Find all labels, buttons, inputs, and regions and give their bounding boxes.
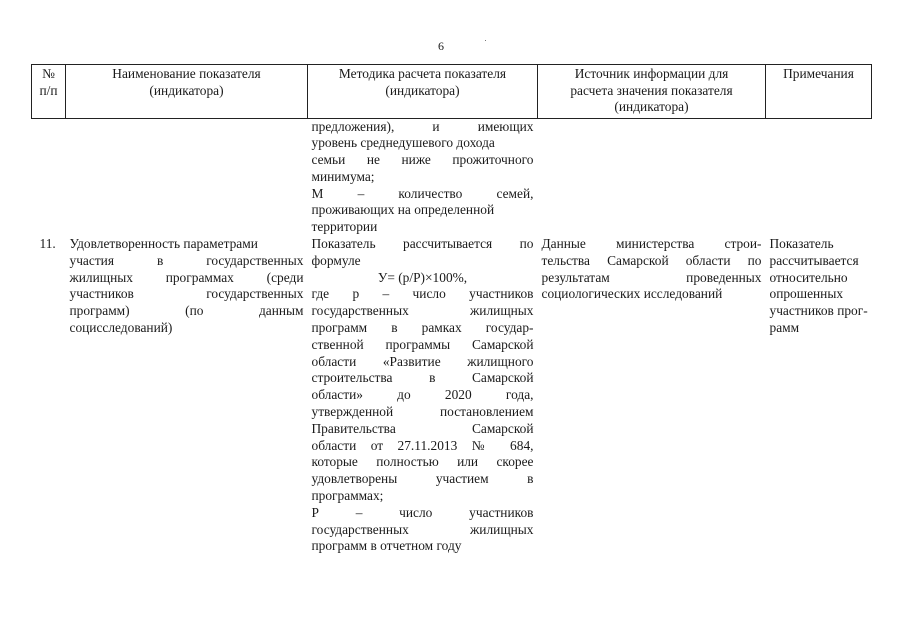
method-text-line: утвержденной постановлением <box>311 404 534 420</box>
row11-num: 11. <box>39 236 56 252</box>
name-text-line: жилищных программах (среди <box>69 269 304 285</box>
cont-source-cell <box>538 118 766 236</box>
header-method <box>308 65 538 119</box>
method-text-line: строительства в Самарской <box>311 370 534 386</box>
notes-text-line: Показатель <box>769 236 834 252</box>
scan-speck <box>485 40 486 41</box>
cont-name-cell <box>66 118 308 236</box>
method-text-line: М – количество семей, <box>311 185 534 201</box>
header-source-line: Источник информации для <box>574 66 729 81</box>
table-header-row <box>32 65 872 119</box>
name-text-line: социсследований) <box>69 320 173 336</box>
method-text-line: программ в отчетном году <box>311 538 462 554</box>
name-text-line: Удовлетворенность параметрами <box>69 236 258 252</box>
method-text-line: государственных жилищных <box>311 303 534 319</box>
method-text-line: Показатель рассчитывается по <box>311 236 534 252</box>
row11-name-cell <box>66 236 308 555</box>
row11-source-cell <box>538 236 766 555</box>
method-text-line: которые полностью или скорее <box>311 454 534 470</box>
header-name-line: (индикатора) <box>149 82 224 98</box>
source-text-line: тельства Самарской области по <box>541 252 762 268</box>
name-text-line: программ) (по данным <box>69 303 304 319</box>
header-num-line: п/п <box>39 82 58 98</box>
header-num-line: № <box>42 66 55 81</box>
method-text-line: проживающих на определенной <box>311 202 495 218</box>
table-row-11 <box>32 236 872 555</box>
header-method-line: Методика расчета показателя <box>338 66 507 81</box>
row11-method-cell <box>308 236 538 555</box>
cont-method-cell <box>308 118 538 236</box>
method-text-line: территории <box>311 219 378 235</box>
method-text-line: области от 27.11.2013 № 684, <box>311 437 534 453</box>
method-text-line: программах; <box>311 488 384 504</box>
source-text-line: результатам проведенных <box>541 269 762 285</box>
method-text-line: государственных жилищных <box>311 521 534 537</box>
method-text-line: где р – число участников <box>311 286 534 302</box>
method-text-line: формуле <box>311 252 361 268</box>
header-source-line: (индикатора) <box>614 99 689 114</box>
method-text-line: программ в рамках государ- <box>311 320 534 336</box>
method-text-line: области» до 2020 года, <box>311 387 534 403</box>
method-text-line: области «Развитие жилищного <box>311 353 534 369</box>
method-text-line: уровень среднедушевого дохода <box>311 135 495 151</box>
cont-num-cell <box>32 118 66 236</box>
header-name-line: Наименование показателя <box>112 66 261 81</box>
notes-text-line: опрошенных <box>769 286 844 302</box>
table-row-continuation <box>32 118 872 236</box>
method-text-line: семьи не ниже прожиточного <box>311 152 534 168</box>
notes-text-line: рамм <box>769 320 800 336</box>
name-text-line: участников государственных <box>69 286 304 302</box>
source-text-line: Данные министерства строи- <box>541 236 762 252</box>
notes-text-line: рассчитывается <box>769 252 859 268</box>
method-text-line: Р – число участников <box>311 504 534 520</box>
header-source <box>538 65 766 119</box>
page-number: 6 <box>438 39 444 53</box>
cont-notes-cell <box>766 118 872 236</box>
notes-text-line: относительно <box>769 269 848 285</box>
header-method-line: (индикатора) <box>385 82 460 98</box>
header-notes <box>766 65 872 119</box>
header-name <box>66 65 308 119</box>
header-source-line: расчета значения показателя <box>570 82 733 98</box>
indicators-table <box>31 64 872 555</box>
method-text-line: минимума; <box>311 168 375 184</box>
method-text-line: удовлетворены участием в <box>311 471 534 487</box>
header-notes-line: Примечания <box>783 66 854 81</box>
header-num <box>32 65 66 119</box>
name-text-line: участия в государственных <box>69 252 304 268</box>
method-text-line: Правительства Самарской <box>311 420 534 436</box>
notes-text-line: участников прог- <box>769 303 868 319</box>
source-text-line: социологических исследований <box>541 286 723 302</box>
formula-line: У= (р/Р)×100%, <box>377 269 468 285</box>
method-text-line: ственной программы Самарской <box>311 336 534 352</box>
row11-notes-cell <box>766 236 872 555</box>
method-text-line: предложения), и имеющих <box>311 118 534 134</box>
